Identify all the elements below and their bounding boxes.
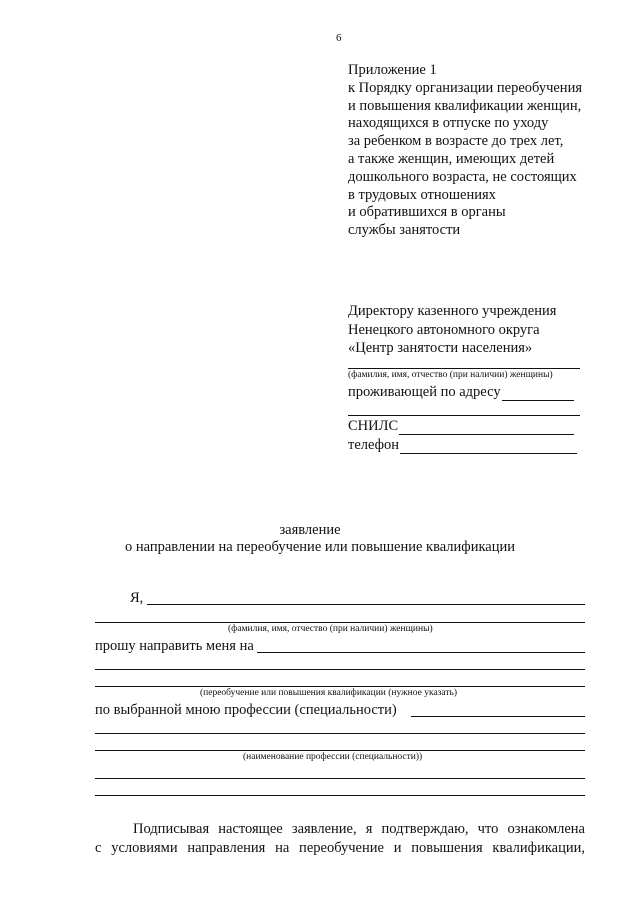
page-number: 6 xyxy=(336,32,342,44)
applicant-name-field[interactable] xyxy=(348,368,580,369)
appendix-line: в трудовых отношениях xyxy=(348,186,496,203)
appendix-block xyxy=(348,62,582,240)
fullname-field-continued[interactable] xyxy=(95,622,585,623)
fullname-field[interactable] xyxy=(147,604,585,605)
appendix-line: службы занятости xyxy=(348,222,461,239)
address-label: проживающей по адресу xyxy=(348,384,501,400)
appendix-line: за ребенком в возрасте до трех лет, xyxy=(348,133,564,150)
appendix-line: дошкольного возраста, не состоящих xyxy=(348,168,577,185)
profession-label: по выбранной мною профессии (специальности) xyxy=(95,702,397,718)
recipient-block xyxy=(348,302,556,358)
recipient-line: Ненецкого автономного округа xyxy=(348,321,540,338)
training-type-field-3[interactable] xyxy=(95,686,585,687)
request-label: прошу направить меня на xyxy=(95,638,254,654)
appendix-line: а также женщин, имеющих детей xyxy=(348,150,555,167)
appendix-line: и обратившихся в органы xyxy=(348,204,506,221)
training-type-field[interactable] xyxy=(257,652,585,653)
statement-subtitle: о направлении на переобучение или повышение квалификации xyxy=(124,539,515,555)
appendix-line: находящихся в отпуске по уходу xyxy=(348,115,549,132)
statement-title: заявление xyxy=(279,522,341,538)
applicant-name-caption: (фамилия, имя, отчество (при наличии) женщины) xyxy=(348,370,553,380)
recipient-line: Директору казенного учреждения xyxy=(348,303,557,319)
recipient-line: «Центр занятости населения» xyxy=(348,340,533,357)
appendix-line: к Порядку организации переобучения xyxy=(348,79,582,96)
extra-field-1[interactable] xyxy=(95,778,585,779)
training-caption: (переобучение или повышения квалификации (нужное указать) xyxy=(200,688,458,698)
phone-label: телефон xyxy=(348,437,400,453)
profession-field-3[interactable] xyxy=(95,750,585,751)
profession-field[interactable] xyxy=(411,716,585,717)
extra-field-2[interactable] xyxy=(95,795,585,796)
consent-line-2: с условиями направления на переобучение и повышения квалификации, xyxy=(95,840,585,856)
address-field-continued[interactable] xyxy=(348,415,580,416)
fullname-caption: (фамилия, имя, отчество (при наличии) женщины) xyxy=(228,624,433,634)
address-row xyxy=(348,384,574,401)
snils-row xyxy=(348,418,574,435)
phone-field[interactable] xyxy=(400,439,577,454)
consent-paragraph xyxy=(95,820,585,858)
profession-field-2[interactable] xyxy=(95,733,585,734)
i-label: Я, xyxy=(130,590,144,606)
training-type-field-2[interactable] xyxy=(95,669,585,670)
phone-row xyxy=(348,437,577,454)
appendix-line: Приложение 1 xyxy=(348,62,437,78)
snils-label: СНИЛС xyxy=(348,418,399,434)
appendix-line: и повышения квалификации женщин, xyxy=(348,97,582,114)
profession-caption: (наименование профессии (специальности)) xyxy=(243,752,423,762)
snils-field[interactable] xyxy=(399,420,574,435)
consent-line-1: Подписывая настоящее заявление, я подтверждаю, что ознакомлена xyxy=(133,821,585,837)
address-field[interactable] xyxy=(502,386,574,401)
